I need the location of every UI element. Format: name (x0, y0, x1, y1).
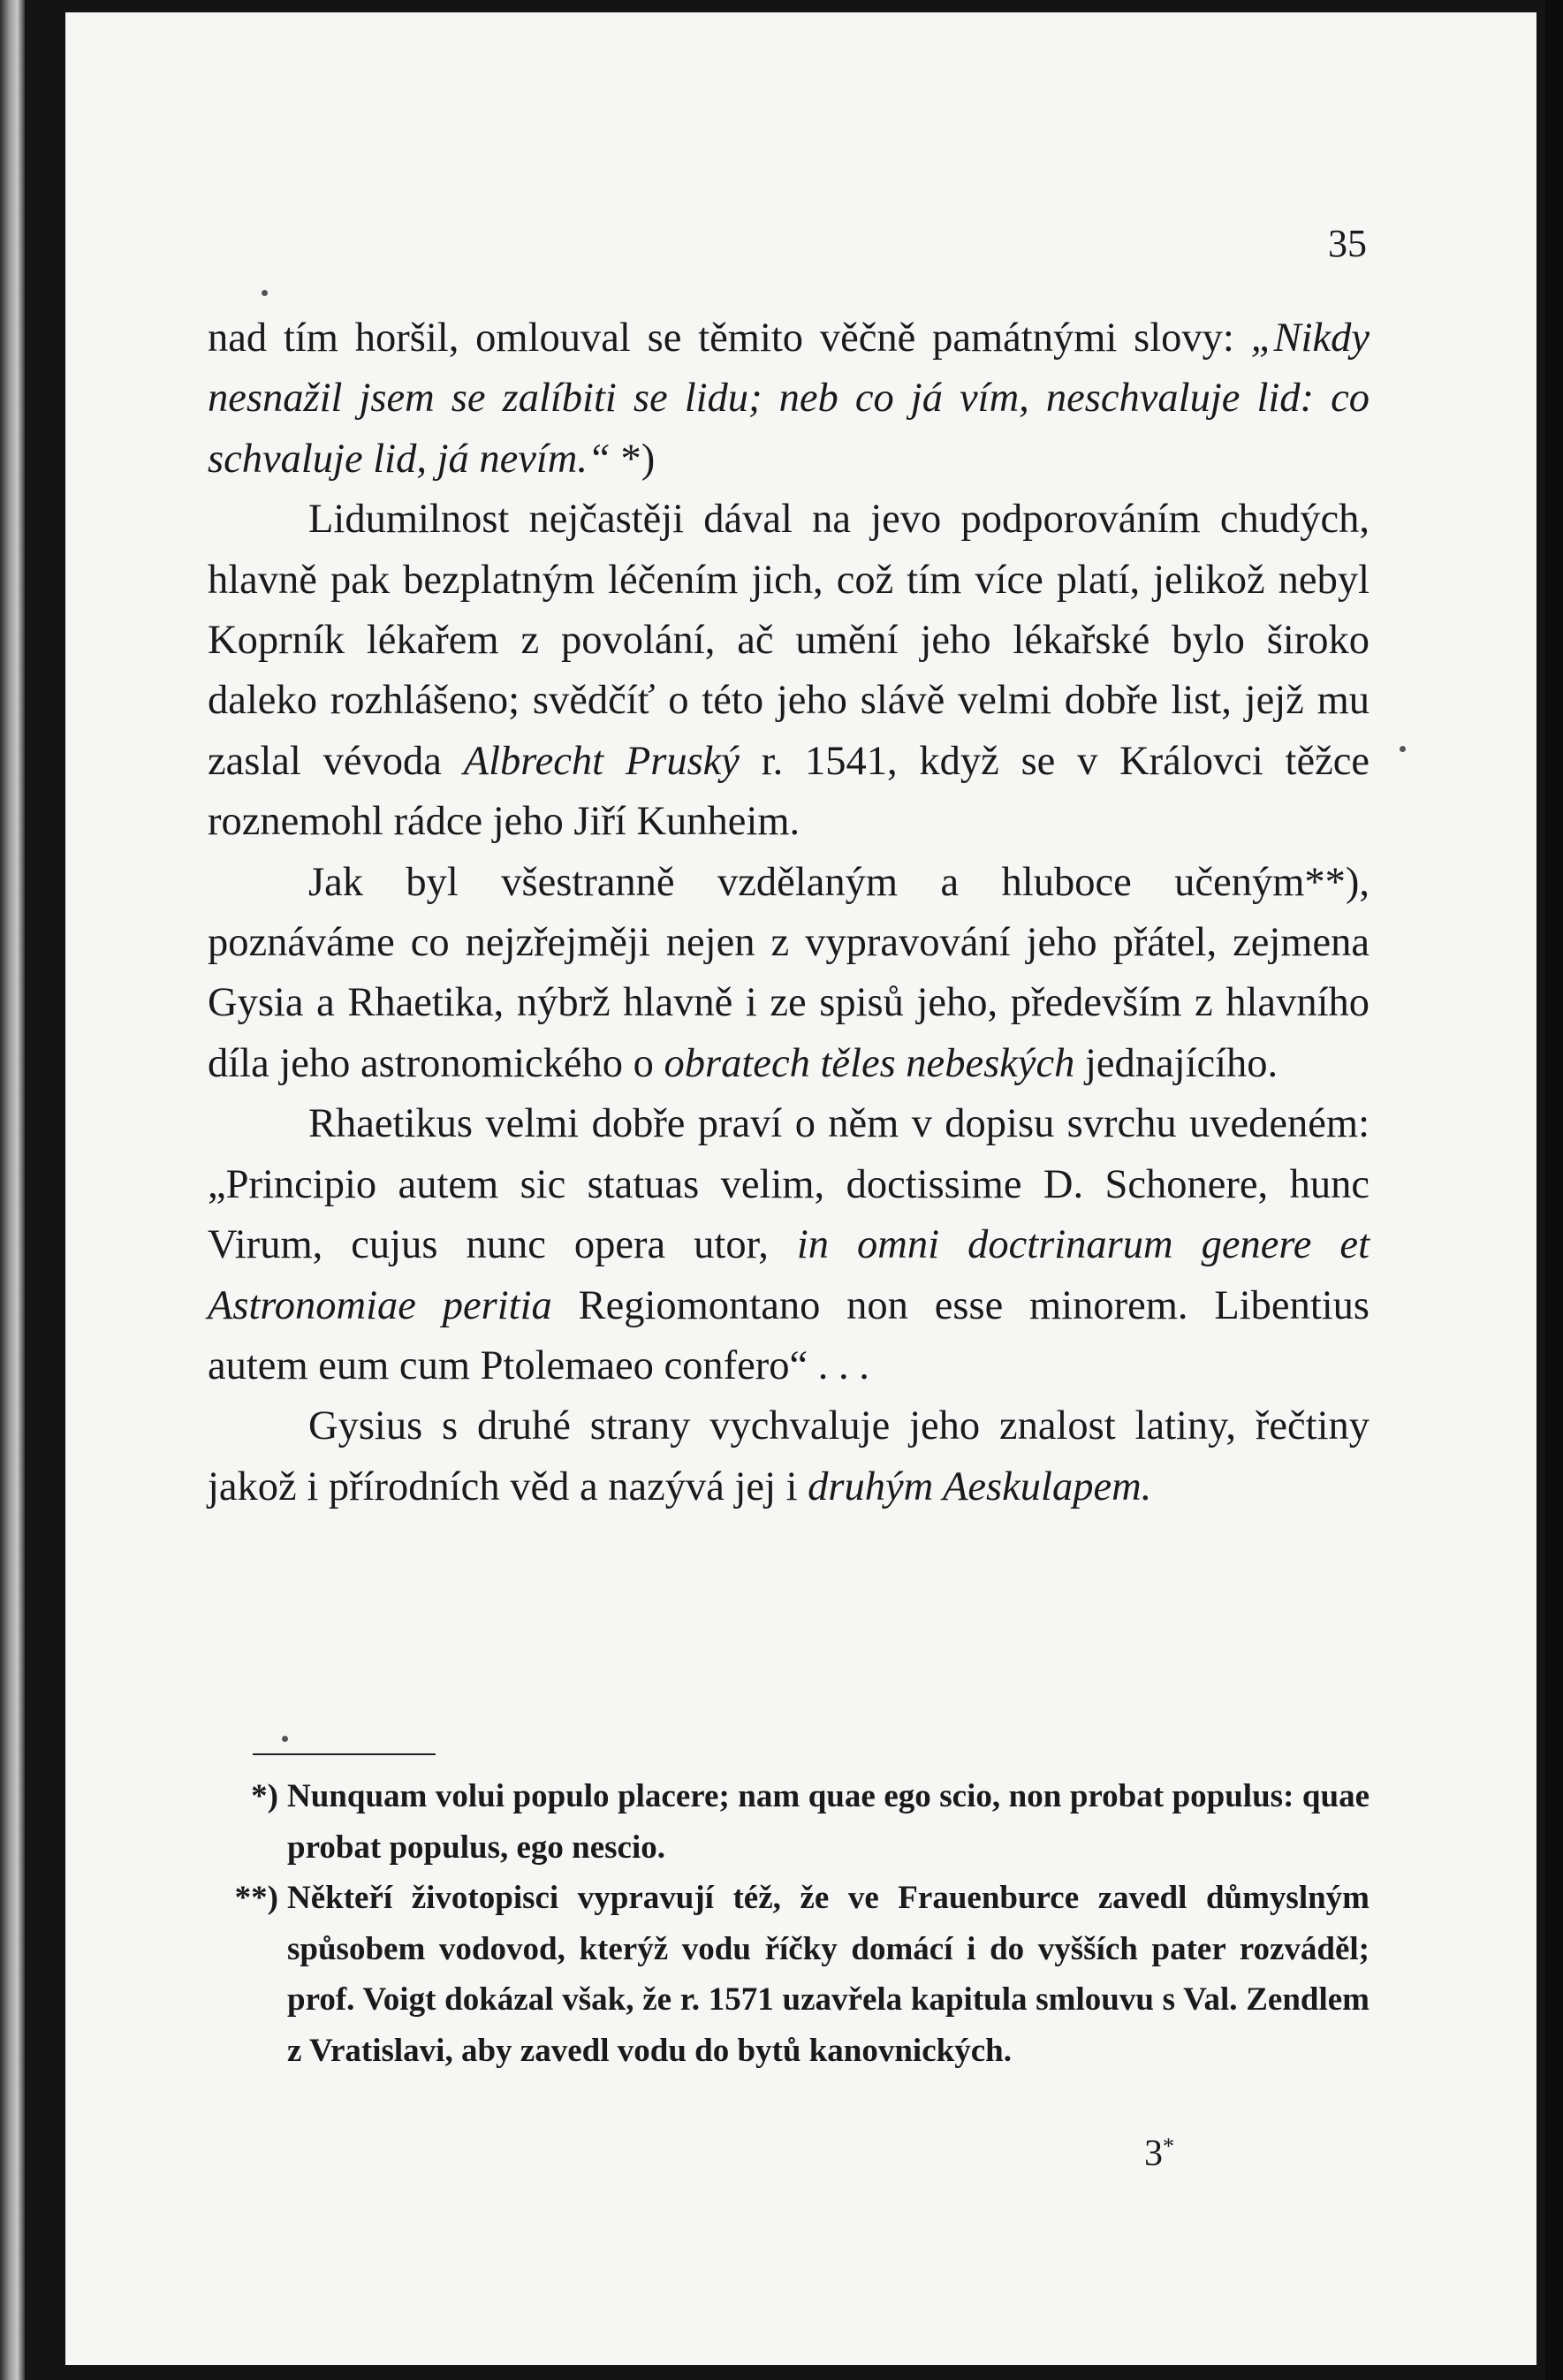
text-run: Regiomontano non esse minorem. Libentius autem eum cum Ptolemaeo confero“ . . . (208, 1282, 1370, 1388)
page-number: 35 (1328, 222, 1367, 265)
text-run: Jak byl všestranně vzdělaným a hluboce učeným**), poznáváme co nejzřejměji nejen z vypravování jeho přátel, zejmena Gysia a Rhaetika, nýbrž hlavně i ze spisů jeho, především z hlavního díla jeho astronomického o (208, 859, 1370, 1086)
scan-speck (262, 290, 268, 296)
paragraph-3 (208, 853, 1370, 1095)
text-run: nad tím horšil, omlouval se těmito věčně památnými slovy: (208, 316, 1251, 361)
footnote-mark: *) (251, 1778, 278, 1814)
paragraph-1 (208, 308, 1370, 490)
scan-speck (1400, 746, 1406, 752)
paragraph-2 (208, 490, 1370, 852)
footnote-text: Nunquam volui populo placere; nam quae ego scio, non probat populus: quae probat populus, ego nescio. (287, 1778, 1370, 1866)
text-run: Gysius s druhé strany vychvaluje jeho znalost latiny, řečtiny jakož i přírodních věd a nazývá jej i (208, 1403, 1370, 1509)
text-run-italic: Albrecht Pruský (463, 738, 740, 784)
scan-speck (282, 1736, 288, 1742)
book-spine-left (0, 0, 25, 2380)
printer-signature (1095, 2135, 1174, 2172)
text-run: jednajícího. (1074, 1040, 1278, 1086)
footnote-divider (253, 1753, 436, 1755)
text-run-italic: in omni doctrinarum genere et Astronomiae peritia (208, 1222, 1370, 1328)
text-run-italic: „Nikdy nesnažil jsem se zalíbiti se lidu; neb co já vím, neschvaluje lid: co schvaluje lid, já nevím.“ (208, 316, 1370, 482)
footnote-ref: *) (610, 436, 656, 482)
signature-number: 3 (1144, 2133, 1163, 2174)
text-run: Lidumilnost nejčastěji dával na jevo podporováním chudých, hlavně pak bezplatným léčením jich, což tím více platí, jelikož nebyl Koprník lékařem z povolání, ač umění jeho lékařské bylo široko daleko rozhlášeno; svědčíť o této jeho slávě velmi dobře list, jejž mu zaslal vévoda (208, 497, 1370, 784)
text-run-italic: obratech těles nebeských (664, 1040, 1075, 1086)
footnote-1 (208, 1771, 1370, 1873)
footnote-2 (208, 1873, 1370, 2076)
signature-mark: * (1163, 2133, 1174, 2159)
text-run: Rhaetikus velmi dobře praví o něm v dopisu svrchu uvedeném: „Principio autem sic statuas velim, doctissime D. Schonere, hunc Virum, cujus nunc opera utor, (208, 1101, 1370, 1268)
paragraph-5 (208, 1396, 1370, 1517)
footnote-text: Někteří životopisci vypravují též, že ve Frauenburce zavedl důmyslným spůsobem vodovod, kterýž vodu říčky domácí i do vyšších pater rozváděl; prof. Voigt dokázal však, že r. 1571 uzavřela kapitula smlouvu s Val. Zendlem z Vratislavi, aby zavedl vodu do bytů kanovnických. (287, 1880, 1370, 2069)
paragraph-4 (208, 1094, 1370, 1396)
text-run-italic: druhým Aeskulapem. (808, 1464, 1152, 1509)
text-run: r. 1541, když se v Královci těžce roznemohl rádce jeho Jiří Kunheim. (208, 738, 1370, 845)
book-page (65, 12, 1536, 2365)
footnotes (208, 1771, 1370, 2076)
scan-border-right (1545, 0, 1563, 2380)
footnote-mark: **) (234, 1880, 278, 1916)
main-text (208, 308, 1370, 1517)
